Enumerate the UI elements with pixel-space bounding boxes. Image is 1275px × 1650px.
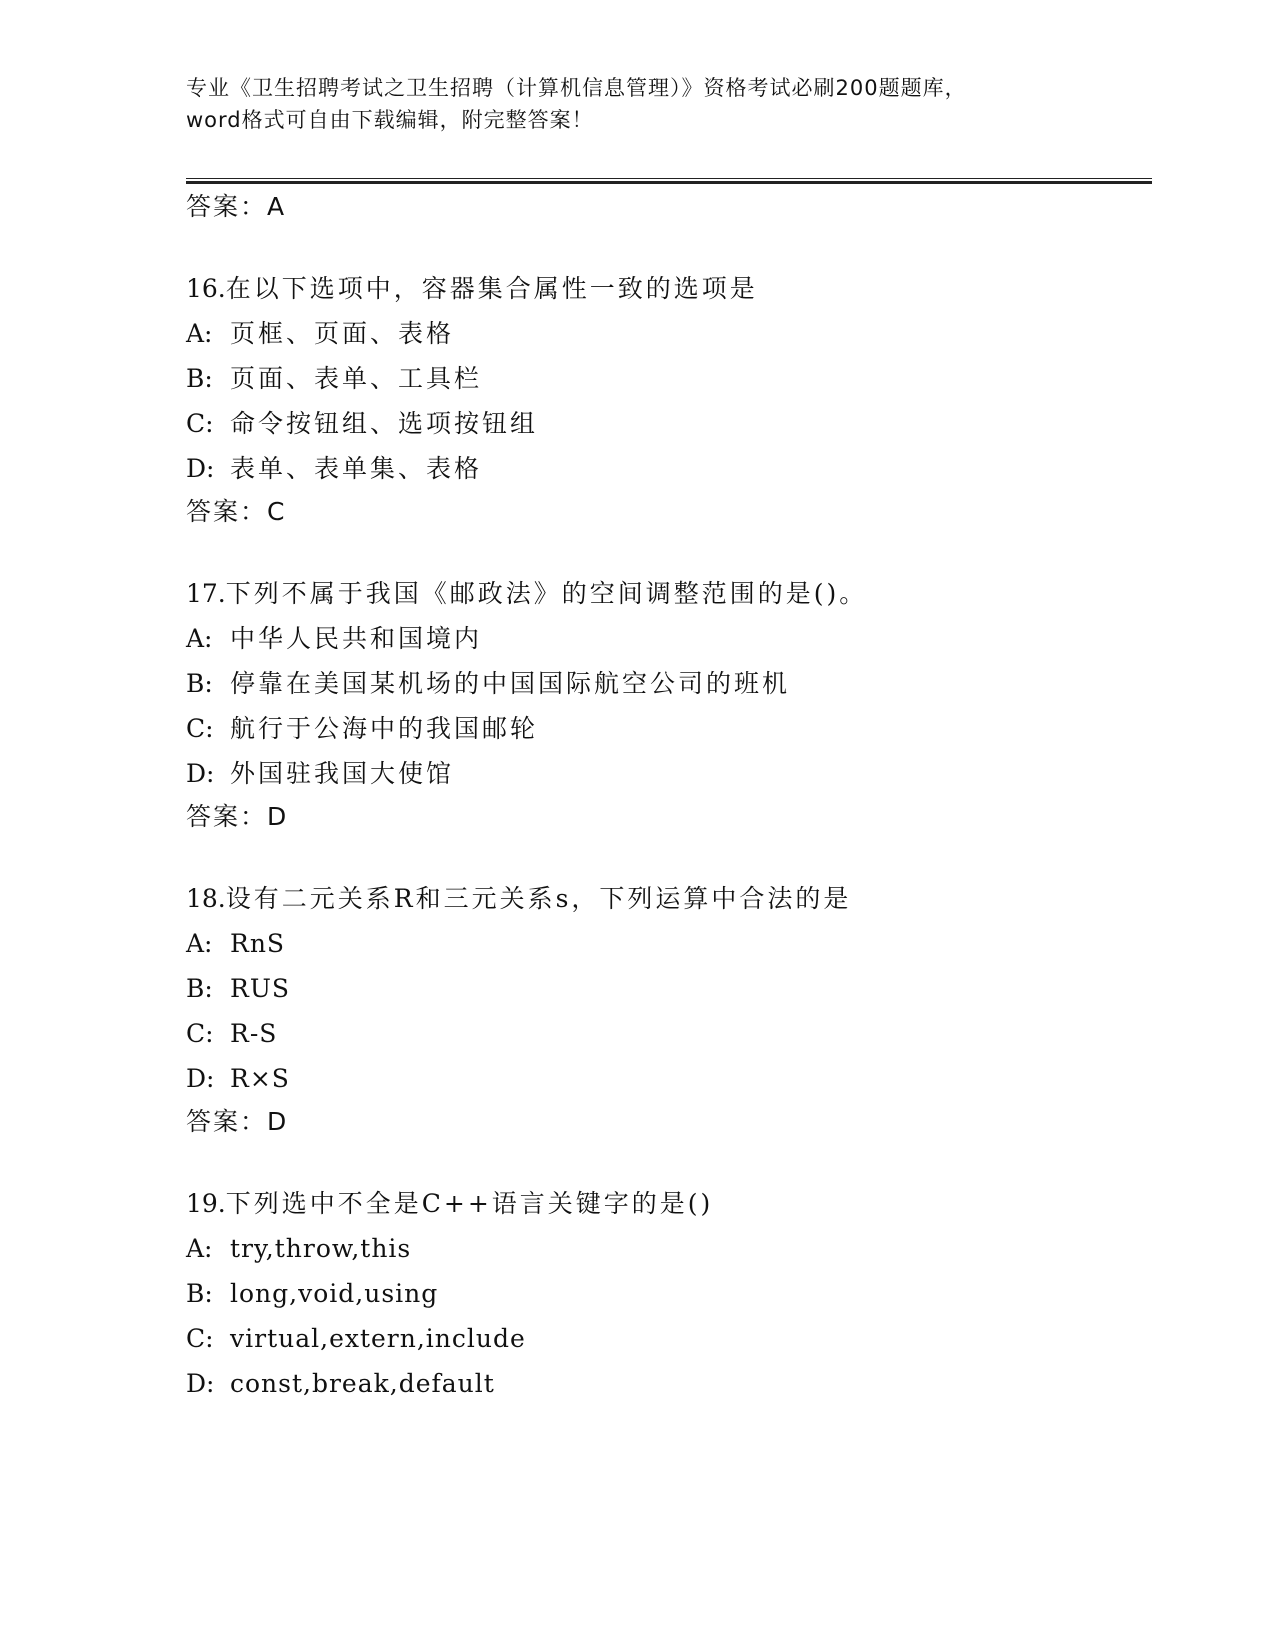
- option-text: 页框、页面、表格: [230, 319, 455, 348]
- option-key: B:: [186, 669, 213, 698]
- option-text: RUS: [230, 974, 291, 1003]
- option-key: B:: [186, 1279, 213, 1308]
- document-header: [186, 72, 1086, 136]
- option-text: long,void,using: [230, 1279, 439, 1308]
- option-d: [186, 1361, 1166, 1406]
- option-b: [186, 966, 1166, 1011]
- question-text: 在以下选项中，容器集合属性一致的选项是: [225, 274, 758, 303]
- question-stem: [186, 1181, 1166, 1226]
- option-text: try,throw,this: [230, 1234, 412, 1263]
- option-b: [186, 1271, 1166, 1316]
- option-key: A:: [186, 1234, 213, 1263]
- header-line-1: 专业《卫生招聘考试之卫生招聘（计算机信息管理）》资格考试必刷200题题库，: [186, 76, 967, 100]
- question-16: [186, 266, 1166, 491]
- option-key: D:: [186, 1064, 215, 1093]
- option-d: [186, 446, 1166, 491]
- header-divider-thick: [186, 181, 1152, 184]
- question-stem: [186, 266, 1166, 311]
- question-number: 17.: [186, 579, 226, 608]
- option-key: C:: [186, 1324, 214, 1353]
- answer-line: 答案：A: [186, 192, 287, 221]
- question-text: 下列选中不全是C++语言关键字的是(): [225, 1189, 714, 1218]
- option-c: [186, 1316, 1166, 1361]
- option-b: [186, 356, 1166, 401]
- option-d: [186, 751, 1166, 796]
- option-b: [186, 661, 1166, 706]
- option-c: [186, 1011, 1166, 1056]
- question-text: 设有二元关系R和三元关系s，下列运算中合法的是: [225, 884, 852, 913]
- option-text: 表单、表单集、表格: [230, 454, 483, 483]
- option-a: [186, 921, 1166, 966]
- question-stem: [186, 876, 1166, 921]
- option-key: A:: [186, 624, 213, 653]
- option-text: 外国驻我国大使馆: [230, 759, 455, 788]
- option-text: const,break,default: [230, 1369, 495, 1398]
- option-text: 命令按钮组、选项按钮组: [230, 409, 539, 438]
- option-text: 页面、表单、工具栏: [230, 364, 483, 393]
- answer-line: 答案：D: [186, 1107, 289, 1136]
- option-key: B:: [186, 974, 213, 1003]
- question-17: [186, 571, 1166, 796]
- question-18: [186, 876, 1166, 1101]
- option-text: 停靠在美国某机场的中国国际航空公司的班机: [230, 669, 791, 698]
- answer-line: 答案：C: [186, 497, 287, 526]
- option-key: C:: [186, 714, 214, 743]
- option-c: [186, 401, 1166, 446]
- question-number: 16.: [186, 274, 226, 303]
- option-text: R-S: [230, 1019, 278, 1048]
- option-text: 航行于公海中的我国邮轮: [230, 714, 539, 743]
- question-number: 18.: [186, 884, 226, 913]
- option-key: D:: [186, 454, 215, 483]
- question-text: 下列不属于我国《邮政法》的空间调整范围的是()。: [225, 579, 868, 608]
- option-text: 中华人民共和国境内: [230, 624, 483, 653]
- question-19: [186, 1181, 1166, 1406]
- option-key: C:: [186, 409, 214, 438]
- option-a: [186, 1226, 1166, 1271]
- option-text: virtual,extern,include: [230, 1324, 526, 1353]
- option-d: [186, 1056, 1166, 1101]
- option-text: RnS: [230, 929, 286, 958]
- option-a: [186, 311, 1166, 356]
- option-key: A:: [186, 929, 213, 958]
- option-key: B:: [186, 364, 213, 393]
- option-a: [186, 616, 1166, 661]
- header-divider-thin: [186, 178, 1152, 179]
- option-text: R×S: [230, 1064, 290, 1093]
- option-key: C:: [186, 1019, 214, 1048]
- header-line-2: word格式可自由下载编辑，附完整答案！: [186, 108, 594, 132]
- option-c: [186, 706, 1166, 751]
- answer-line: 答案：D: [186, 802, 289, 831]
- option-key: A:: [186, 319, 213, 348]
- option-key: D:: [186, 759, 215, 788]
- question-number: 19.: [186, 1189, 226, 1218]
- option-key: D:: [186, 1369, 215, 1398]
- question-stem: [186, 571, 1166, 616]
